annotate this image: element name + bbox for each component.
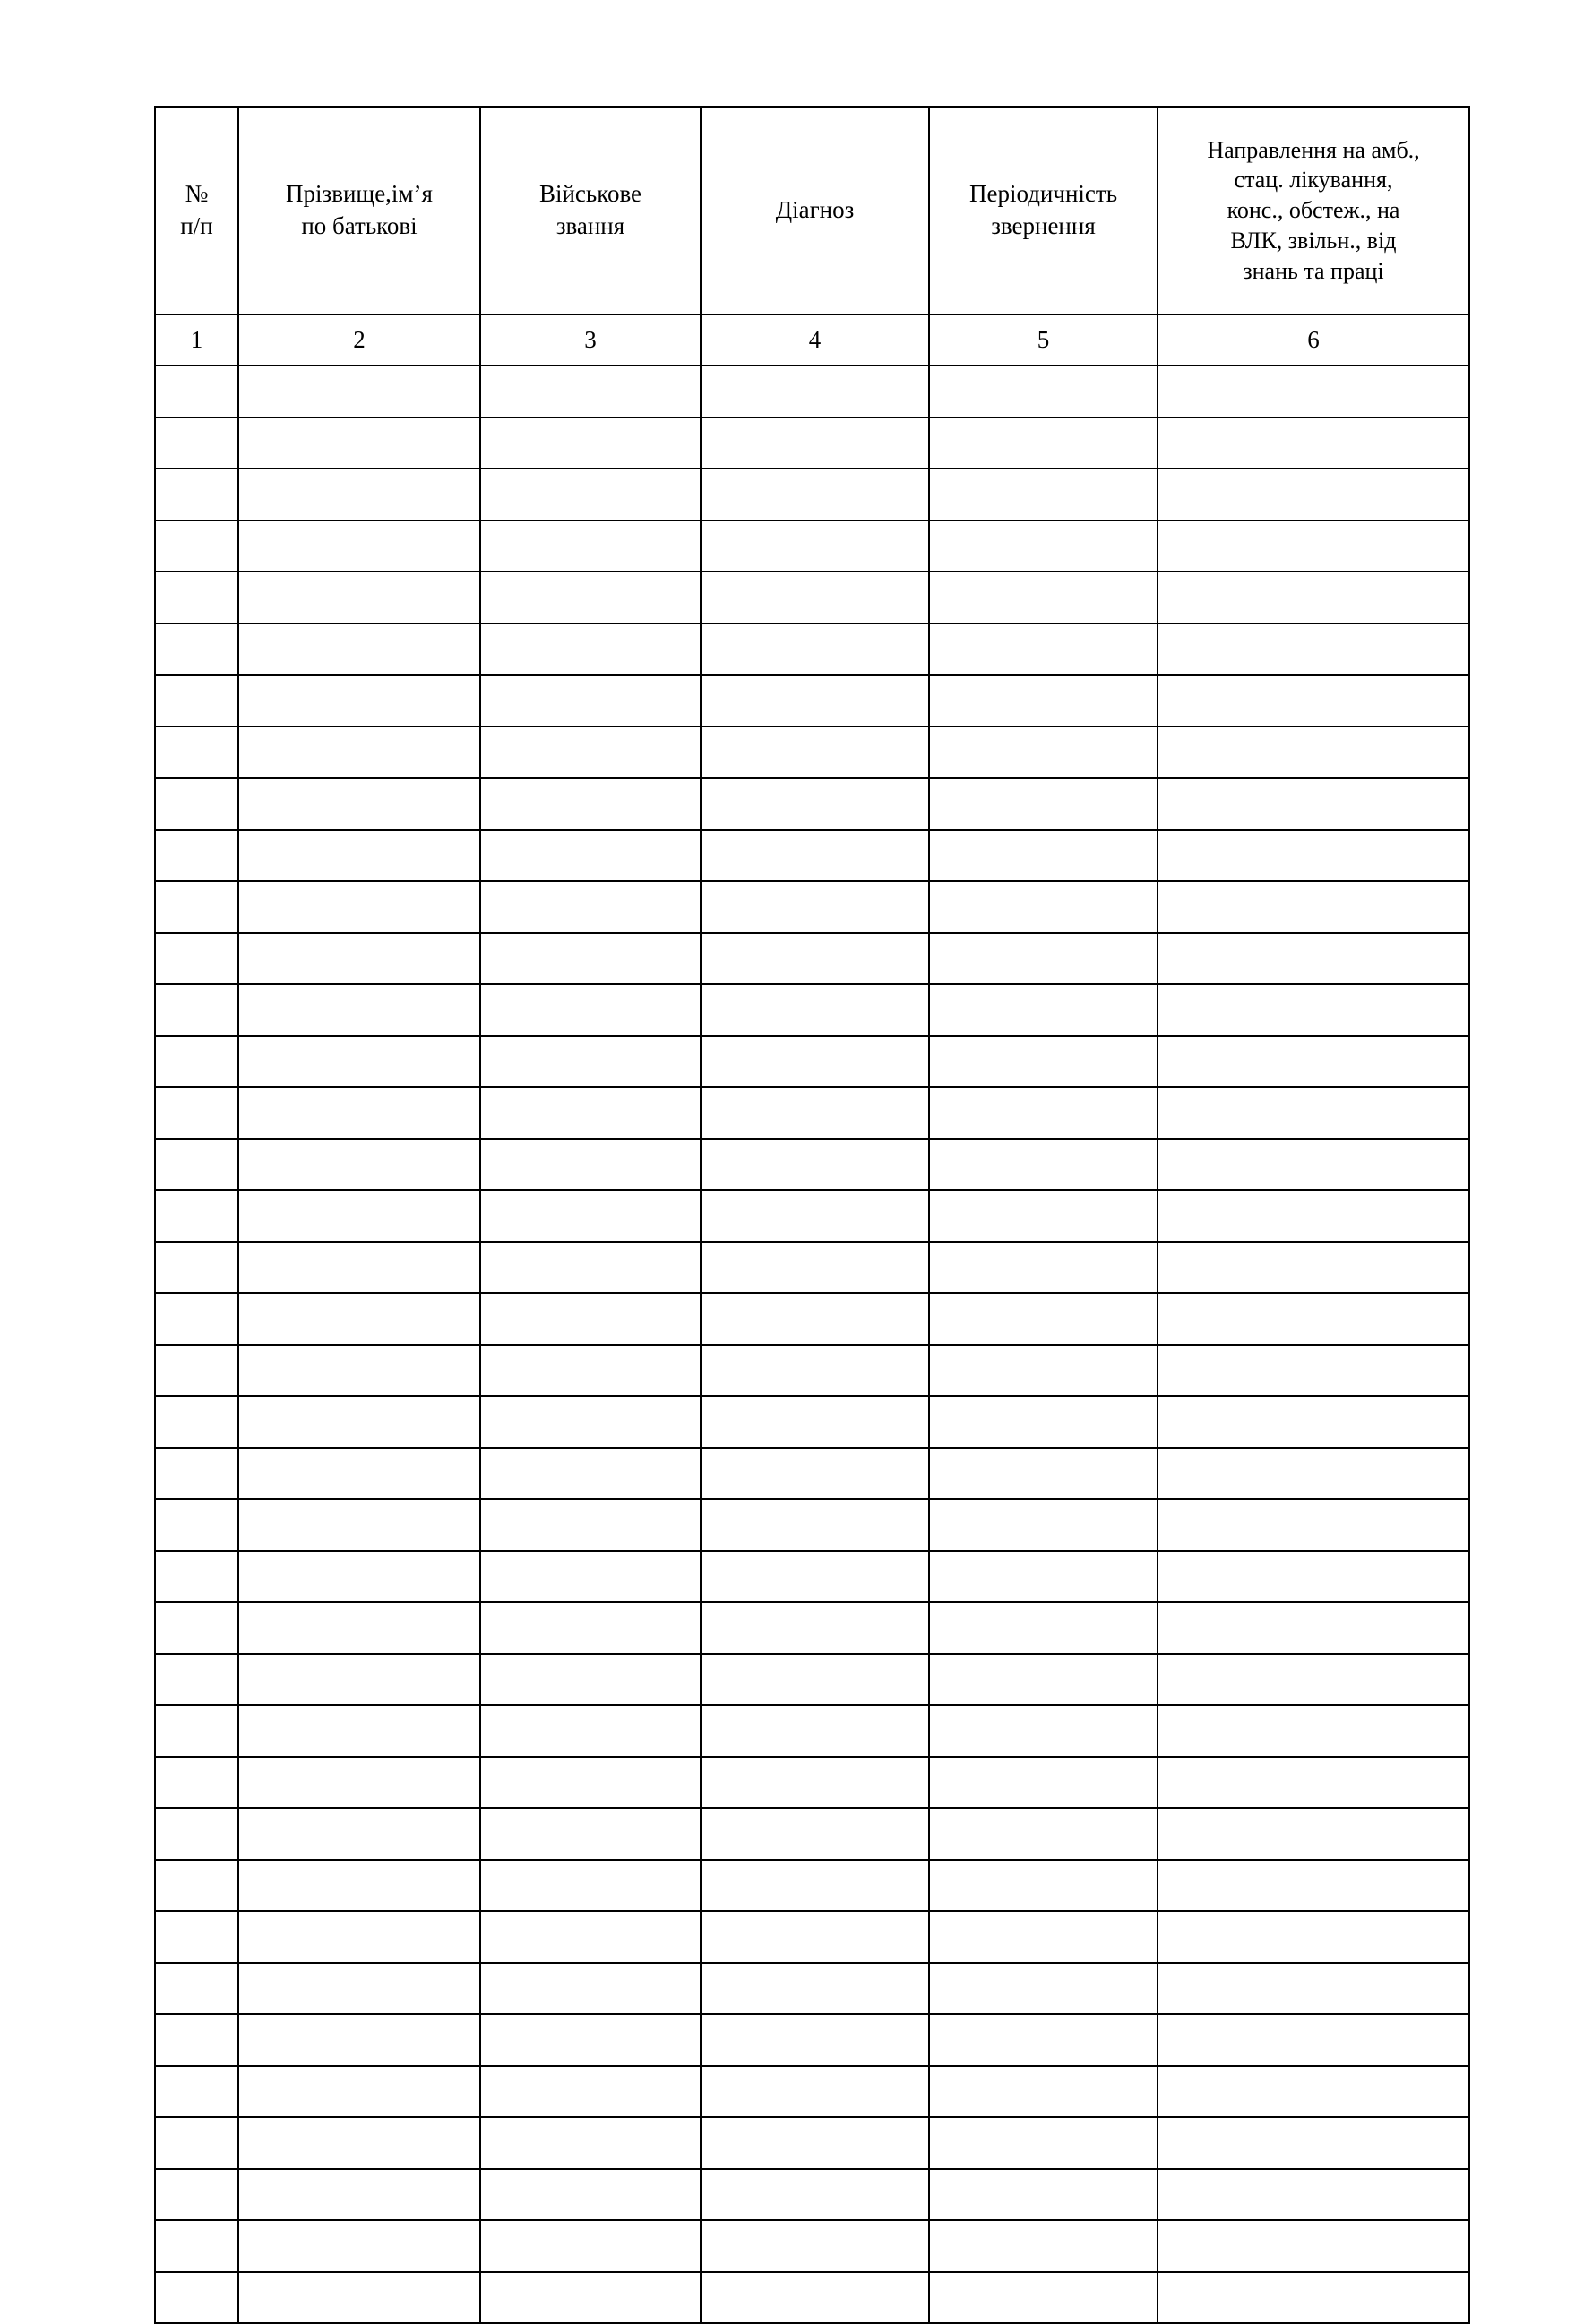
- column-header-2: [238, 107, 480, 314]
- table-cell[interactable]: [701, 1860, 929, 1912]
- table-row[interactable]: [155, 366, 1469, 417]
- table-cell[interactable]: [1158, 1551, 1469, 1603]
- table-body: [155, 366, 1469, 2323]
- table-cell[interactable]: [480, 1602, 701, 1654]
- table-cell[interactable]: [929, 675, 1158, 727]
- table-cell[interactable]: [701, 1705, 929, 1757]
- table-cell[interactable]: [480, 1860, 701, 1912]
- table-cell[interactable]: [155, 1860, 238, 1912]
- table-cell[interactable]: [480, 1448, 701, 1500]
- table-cell[interactable]: [1158, 1293, 1469, 1345]
- table-cell[interactable]: [238, 2169, 480, 2221]
- column-header-3-line-1: Військове: [538, 180, 642, 208]
- table-cell[interactable]: [155, 1293, 238, 1345]
- table-cell[interactable]: [238, 624, 480, 676]
- table-cell[interactable]: [238, 727, 480, 779]
- table-row[interactable]: [155, 984, 1469, 1036]
- table-cell[interactable]: [480, 572, 701, 624]
- table-cell[interactable]: [480, 1705, 701, 1757]
- table-cell[interactable]: [238, 2066, 480, 2118]
- table-cell[interactable]: [929, 366, 1158, 417]
- table-cell[interactable]: [480, 1963, 701, 2015]
- table-row[interactable]: [155, 572, 1469, 624]
- table-cell[interactable]: [238, 675, 480, 727]
- table-cell[interactable]: [480, 2014, 701, 2066]
- table-cell[interactable]: [155, 1448, 238, 1500]
- table-row[interactable]: [155, 1448, 1469, 1500]
- table-cell[interactable]: [480, 2272, 701, 2324]
- column-header-1-line-2: п/п: [180, 212, 213, 239]
- table-cell[interactable]: [480, 1654, 701, 1706]
- table-cell[interactable]: [155, 778, 238, 830]
- table-cell[interactable]: [1158, 1242, 1469, 1294]
- table-cell[interactable]: [701, 2169, 929, 2221]
- table-cell[interactable]: [238, 1396, 480, 1448]
- table-cell[interactable]: [701, 933, 929, 985]
- table-cell[interactable]: [480, 830, 701, 882]
- registry-table: [154, 106, 1470, 2324]
- table-cell[interactable]: [238, 1808, 480, 1860]
- table-cell[interactable]: [929, 1757, 1158, 1809]
- table-cell[interactable]: [155, 2066, 238, 2118]
- table-cell[interactable]: [480, 2169, 701, 2221]
- table-row[interactable]: [155, 1139, 1469, 1191]
- table-cell[interactable]: [701, 1139, 929, 1191]
- table-cell[interactable]: [480, 727, 701, 779]
- table-cell[interactable]: [155, 881, 238, 933]
- column-header-1: [155, 107, 238, 314]
- table-cell[interactable]: [701, 830, 929, 882]
- table-row[interactable]: [155, 2066, 1469, 2118]
- table-cell[interactable]: [701, 1345, 929, 1397]
- table-cell[interactable]: [238, 830, 480, 882]
- table-cell[interactable]: [701, 2220, 929, 2272]
- table-cell[interactable]: [701, 1190, 929, 1242]
- table-cell[interactable]: [929, 2014, 1158, 2066]
- table-cell[interactable]: [238, 1551, 480, 1603]
- table-cell[interactable]: [701, 2066, 929, 2118]
- table-cell[interactable]: [929, 830, 1158, 882]
- table-cell[interactable]: [238, 2272, 480, 2324]
- table-cell[interactable]: [701, 984, 929, 1036]
- table-row[interactable]: [155, 1911, 1469, 1963]
- table-cell[interactable]: [701, 1448, 929, 1500]
- table-container: [154, 106, 1468, 2324]
- column-header-2-line-2: по батькові: [301, 212, 418, 239]
- table-cell[interactable]: [701, 1396, 929, 1448]
- table-cell[interactable]: [155, 469, 238, 521]
- table-cell[interactable]: [480, 2220, 701, 2272]
- table-cell[interactable]: [929, 624, 1158, 676]
- table-cell[interactable]: [929, 1345, 1158, 1397]
- table-cell[interactable]: [929, 469, 1158, 521]
- table-cell[interactable]: [701, 1551, 929, 1603]
- column-header-5: [929, 107, 1158, 314]
- table-cell[interactable]: [701, 881, 929, 933]
- table-cell[interactable]: [1158, 2169, 1469, 2221]
- table-cell[interactable]: [480, 1293, 701, 1345]
- table-cell[interactable]: [480, 521, 701, 572]
- table-cell[interactable]: [238, 1860, 480, 1912]
- table-cell[interactable]: [701, 572, 929, 624]
- table-row[interactable]: [155, 2014, 1469, 2066]
- table-cell[interactable]: [701, 778, 929, 830]
- table-cell[interactable]: [929, 1293, 1158, 1345]
- table-row[interactable]: [155, 1860, 1469, 1912]
- table-row[interactable]: [155, 1551, 1469, 1603]
- table-cell[interactable]: [155, 1757, 238, 1809]
- table-cell[interactable]: [480, 1911, 701, 1963]
- table-cell[interactable]: [929, 1087, 1158, 1139]
- table-cell[interactable]: [155, 984, 238, 1036]
- table-cell[interactable]: [238, 1911, 480, 1963]
- table-cell[interactable]: [480, 933, 701, 985]
- table-cell[interactable]: [1158, 1396, 1469, 1448]
- table-cell[interactable]: [1158, 366, 1469, 417]
- column-number-3: 3: [480, 314, 701, 366]
- table-row[interactable]: [155, 1602, 1469, 1654]
- table-cell[interactable]: [1158, 572, 1469, 624]
- table-cell[interactable]: [701, 469, 929, 521]
- table-cell[interactable]: [929, 1036, 1158, 1088]
- table-cell[interactable]: [238, 778, 480, 830]
- table-cell[interactable]: [155, 1087, 238, 1139]
- table-cell[interactable]: [155, 2272, 238, 2324]
- table-cell[interactable]: [238, 984, 480, 1036]
- table-cell[interactable]: [701, 1911, 929, 1963]
- table-cell[interactable]: [155, 675, 238, 727]
- table-cell[interactable]: [155, 2117, 238, 2169]
- table-cell[interactable]: [155, 1396, 238, 1448]
- table-cell[interactable]: [238, 1345, 480, 1397]
- table-row[interactable]: [155, 1963, 1469, 2015]
- column-number-5: 5: [929, 314, 1158, 366]
- table-cell[interactable]: [929, 984, 1158, 1036]
- table-cell[interactable]: [480, 778, 701, 830]
- table-row[interactable]: [155, 1087, 1469, 1139]
- table-cell[interactable]: [155, 1036, 238, 1088]
- column-header-6: [1158, 107, 1469, 314]
- table-cell[interactable]: [238, 933, 480, 985]
- table-row[interactable]: [155, 933, 1469, 985]
- column-number-2: 2: [238, 314, 480, 366]
- table-cell[interactable]: [929, 1551, 1158, 1603]
- table-cell[interactable]: [1158, 830, 1469, 882]
- column-header-6-line-2: стац. лікування,: [1234, 167, 1393, 194]
- table-cell[interactable]: [238, 1602, 480, 1654]
- table-cell[interactable]: [155, 1602, 238, 1654]
- table-cell[interactable]: [1158, 933, 1469, 985]
- table-cell[interactable]: [155, 2014, 238, 2066]
- table-row[interactable]: [155, 1036, 1469, 1088]
- table-cell[interactable]: [155, 727, 238, 779]
- table-cell[interactable]: [155, 830, 238, 882]
- table-row[interactable]: [155, 881, 1469, 933]
- table-cell[interactable]: [1158, 2117, 1469, 2169]
- table-cell[interactable]: [929, 1705, 1158, 1757]
- table-cell[interactable]: [1158, 1448, 1469, 1500]
- table-cell[interactable]: [155, 2220, 238, 2272]
- table-cell[interactable]: [701, 1963, 929, 2015]
- table-cell[interactable]: [238, 1654, 480, 1706]
- table-cell[interactable]: [701, 2014, 929, 2066]
- table-cell[interactable]: [1158, 521, 1469, 572]
- table-row[interactable]: [155, 1396, 1469, 1448]
- table-row[interactable]: [155, 1242, 1469, 1294]
- table-row[interactable]: [155, 1345, 1469, 1397]
- table-cell[interactable]: [701, 675, 929, 727]
- table-cell[interactable]: [929, 1448, 1158, 1500]
- table-cell[interactable]: [701, 1602, 929, 1654]
- header-row: [155, 107, 1469, 314]
- table-cell[interactable]: [238, 417, 480, 469]
- table-cell[interactable]: [238, 1242, 480, 1294]
- table-cell[interactable]: [480, 881, 701, 933]
- table-cell[interactable]: [929, 1602, 1158, 1654]
- table-cell[interactable]: [155, 933, 238, 985]
- table-cell[interactable]: [701, 1808, 929, 1860]
- table-cell[interactable]: [1158, 1705, 1469, 1757]
- table-row[interactable]: [155, 1808, 1469, 1860]
- table-cell[interactable]: [1158, 778, 1469, 830]
- column-header-6-line-1: Направлення на амб.,: [1207, 136, 1420, 163]
- column-header-6-line-4: ВЛК, звільн., від: [1230, 227, 1397, 254]
- table-cell[interactable]: [238, 1448, 480, 1500]
- table-cell[interactable]: [480, 366, 701, 417]
- table-cell[interactable]: [480, 417, 701, 469]
- table-cell[interactable]: [929, 727, 1158, 779]
- table-cell[interactable]: [1158, 881, 1469, 933]
- table-cell[interactable]: [1158, 1860, 1469, 1912]
- table-cell[interactable]: [1158, 1499, 1469, 1551]
- table-cell[interactable]: [480, 1242, 701, 1294]
- table-cell[interactable]: [1158, 1345, 1469, 1397]
- table-cell[interactable]: [238, 1139, 480, 1191]
- table-cell[interactable]: [929, 572, 1158, 624]
- table-row[interactable]: [155, 830, 1469, 882]
- table-cell[interactable]: [1158, 727, 1469, 779]
- table-cell[interactable]: [238, 1757, 480, 1809]
- table-cell[interactable]: [701, 1293, 929, 1345]
- table-head: [155, 107, 1469, 366]
- table-row[interactable]: [155, 521, 1469, 572]
- table-row[interactable]: [155, 675, 1469, 727]
- table-row[interactable]: [155, 778, 1469, 830]
- table-cell[interactable]: [480, 1087, 701, 1139]
- table-cell[interactable]: [238, 366, 480, 417]
- table-cell[interactable]: [929, 881, 1158, 933]
- table-cell[interactable]: [155, 1911, 238, 1963]
- table-cell[interactable]: [155, 1963, 238, 2015]
- table-cell[interactable]: [929, 1860, 1158, 1912]
- table-cell[interactable]: [238, 2014, 480, 2066]
- table-cell[interactable]: [480, 1499, 701, 1551]
- table-cell[interactable]: [480, 1396, 701, 1448]
- table-cell[interactable]: [238, 2220, 480, 2272]
- column-header-6-line-3: конс., обстеж., на: [1227, 197, 1400, 224]
- table-cell[interactable]: [238, 881, 480, 933]
- table-cell[interactable]: [701, 727, 929, 779]
- table-cell[interactable]: [929, 778, 1158, 830]
- table-row[interactable]: [155, 1654, 1469, 1706]
- table-cell[interactable]: [701, 1757, 929, 1809]
- table-cell[interactable]: [155, 417, 238, 469]
- table-cell[interactable]: [155, 2169, 238, 2221]
- table-cell[interactable]: [155, 1242, 238, 1294]
- table-cell[interactable]: [929, 1654, 1158, 1706]
- column-number-4: 4: [701, 314, 929, 366]
- table-row[interactable]: [155, 2272, 1469, 2324]
- table-cell[interactable]: [238, 521, 480, 572]
- table-cell[interactable]: [701, 1499, 929, 1551]
- table-cell[interactable]: [155, 1139, 238, 1191]
- table-cell[interactable]: [701, 366, 929, 417]
- table-cell[interactable]: [1158, 1911, 1469, 1963]
- table-cell[interactable]: [480, 1551, 701, 1603]
- column-header-3: [480, 107, 701, 314]
- table-cell[interactable]: [1158, 1036, 1469, 1088]
- table-row[interactable]: [155, 2117, 1469, 2169]
- table-cell[interactable]: [238, 1087, 480, 1139]
- table-cell[interactable]: [238, 1705, 480, 1757]
- table-cell[interactable]: [929, 2117, 1158, 2169]
- table-cell[interactable]: [701, 1242, 929, 1294]
- table-cell[interactable]: [1158, 1808, 1469, 1860]
- table-cell[interactable]: [238, 469, 480, 521]
- table-cell[interactable]: [155, 1345, 238, 1397]
- table-cell[interactable]: [1158, 2272, 1469, 2324]
- table-cell[interactable]: [929, 1396, 1158, 1448]
- table-cell[interactable]: [480, 1139, 701, 1191]
- table-row[interactable]: [155, 624, 1469, 676]
- table-row[interactable]: [155, 1705, 1469, 1757]
- column-header-5-line-1: Періодичність: [968, 180, 1118, 208]
- table-cell[interactable]: [480, 1036, 701, 1088]
- table-row[interactable]: [155, 1293, 1469, 1345]
- table-cell[interactable]: [480, 675, 701, 727]
- table-cell[interactable]: [701, 2272, 929, 2324]
- table-cell[interactable]: [701, 1087, 929, 1139]
- table-cell[interactable]: [929, 1963, 1158, 2015]
- table-row[interactable]: [155, 727, 1469, 779]
- table-cell[interactable]: [480, 624, 701, 676]
- table-cell[interactable]: [480, 984, 701, 1036]
- table-cell[interactable]: [701, 521, 929, 572]
- table-cell[interactable]: [1158, 2066, 1469, 2118]
- table-cell[interactable]: [929, 1499, 1158, 1551]
- table-cell[interactable]: [1158, 2220, 1469, 2272]
- table-cell[interactable]: [238, 1293, 480, 1345]
- table-row[interactable]: [155, 1757, 1469, 1809]
- table-cell[interactable]: [1158, 1757, 1469, 1809]
- table-cell[interactable]: [929, 417, 1158, 469]
- table-cell[interactable]: [701, 417, 929, 469]
- table-cell[interactable]: [480, 1190, 701, 1242]
- table-cell[interactable]: [1158, 1654, 1469, 1706]
- table-cell[interactable]: [155, 1499, 238, 1551]
- table-row[interactable]: [155, 2169, 1469, 2221]
- table-cell[interactable]: [238, 2117, 480, 2169]
- column-header-6-line-5: знань та праці: [1243, 257, 1384, 284]
- table-cell[interactable]: [1158, 1087, 1469, 1139]
- column-header-2-line-1: Прізвище,ім’я: [286, 180, 433, 208]
- column-header-4: [701, 107, 929, 314]
- table-cell[interactable]: [1158, 1190, 1469, 1242]
- table-cell[interactable]: [480, 469, 701, 521]
- column-number-6: 6: [1158, 314, 1469, 366]
- table-cell[interactable]: [480, 1808, 701, 1860]
- table-cell[interactable]: [238, 1190, 480, 1242]
- table-cell[interactable]: [1158, 2014, 1469, 2066]
- table-row[interactable]: [155, 469, 1469, 521]
- table-cell[interactable]: [929, 2272, 1158, 2324]
- table-cell[interactable]: [1158, 1963, 1469, 2015]
- table-cell[interactable]: [929, 2066, 1158, 2118]
- table-cell[interactable]: [929, 2169, 1158, 2221]
- table-row[interactable]: [155, 417, 1469, 469]
- table-cell[interactable]: [155, 1705, 238, 1757]
- table-cell[interactable]: [155, 1654, 238, 1706]
- table-cell[interactable]: [238, 1499, 480, 1551]
- table-cell[interactable]: [155, 1190, 238, 1242]
- table-cell[interactable]: [701, 1036, 929, 1088]
- table-cell[interactable]: [701, 2117, 929, 2169]
- table-cell[interactable]: [480, 2117, 701, 2169]
- table-cell[interactable]: [929, 1808, 1158, 1860]
- table-cell[interactable]: [1158, 984, 1469, 1036]
- table-cell[interactable]: [1158, 1139, 1469, 1191]
- table-cell[interactable]: [1158, 675, 1469, 727]
- table-cell[interactable]: [929, 1911, 1158, 1963]
- table-cell[interactable]: [238, 1963, 480, 2015]
- table-cell[interactable]: [701, 1654, 929, 1706]
- table-cell[interactable]: [155, 1808, 238, 1860]
- table-cell[interactable]: [1158, 624, 1469, 676]
- table-cell[interactable]: [1158, 469, 1469, 521]
- table-row[interactable]: [155, 1190, 1469, 1242]
- column-header-1-line-1: №: [185, 180, 209, 208]
- table-cell[interactable]: [1158, 417, 1469, 469]
- table-cell[interactable]: [480, 1345, 701, 1397]
- table-cell[interactable]: [155, 624, 238, 676]
- table-cell[interactable]: [1158, 1602, 1469, 1654]
- table-cell[interactable]: [929, 2220, 1158, 2272]
- column-header-3-line-2: звання: [555, 212, 625, 239]
- column-number-row: [155, 314, 1469, 366]
- table-cell[interactable]: [929, 1242, 1158, 1294]
- column-number-1: 1: [155, 314, 238, 366]
- column-header-5-line-2: звернення: [991, 212, 1096, 239]
- table-cell[interactable]: [155, 572, 238, 624]
- table-cell[interactable]: [155, 366, 238, 417]
- table-cell[interactable]: [929, 521, 1158, 572]
- table-cell[interactable]: [929, 1190, 1158, 1242]
- table-cell[interactable]: [155, 521, 238, 572]
- table-cell[interactable]: [929, 933, 1158, 985]
- column-header-4-line-1: Діагноз: [775, 196, 855, 224]
- table-cell[interactable]: [238, 572, 480, 624]
- table-row[interactable]: [155, 1499, 1469, 1551]
- table-cell[interactable]: [155, 1551, 238, 1603]
- table-cell[interactable]: [480, 2066, 701, 2118]
- table-cell[interactable]: [929, 1139, 1158, 1191]
- table-cell[interactable]: [701, 624, 929, 676]
- table-row[interactable]: [155, 2220, 1469, 2272]
- table-cell[interactable]: [238, 1036, 480, 1088]
- table-cell[interactable]: [480, 1757, 701, 1809]
